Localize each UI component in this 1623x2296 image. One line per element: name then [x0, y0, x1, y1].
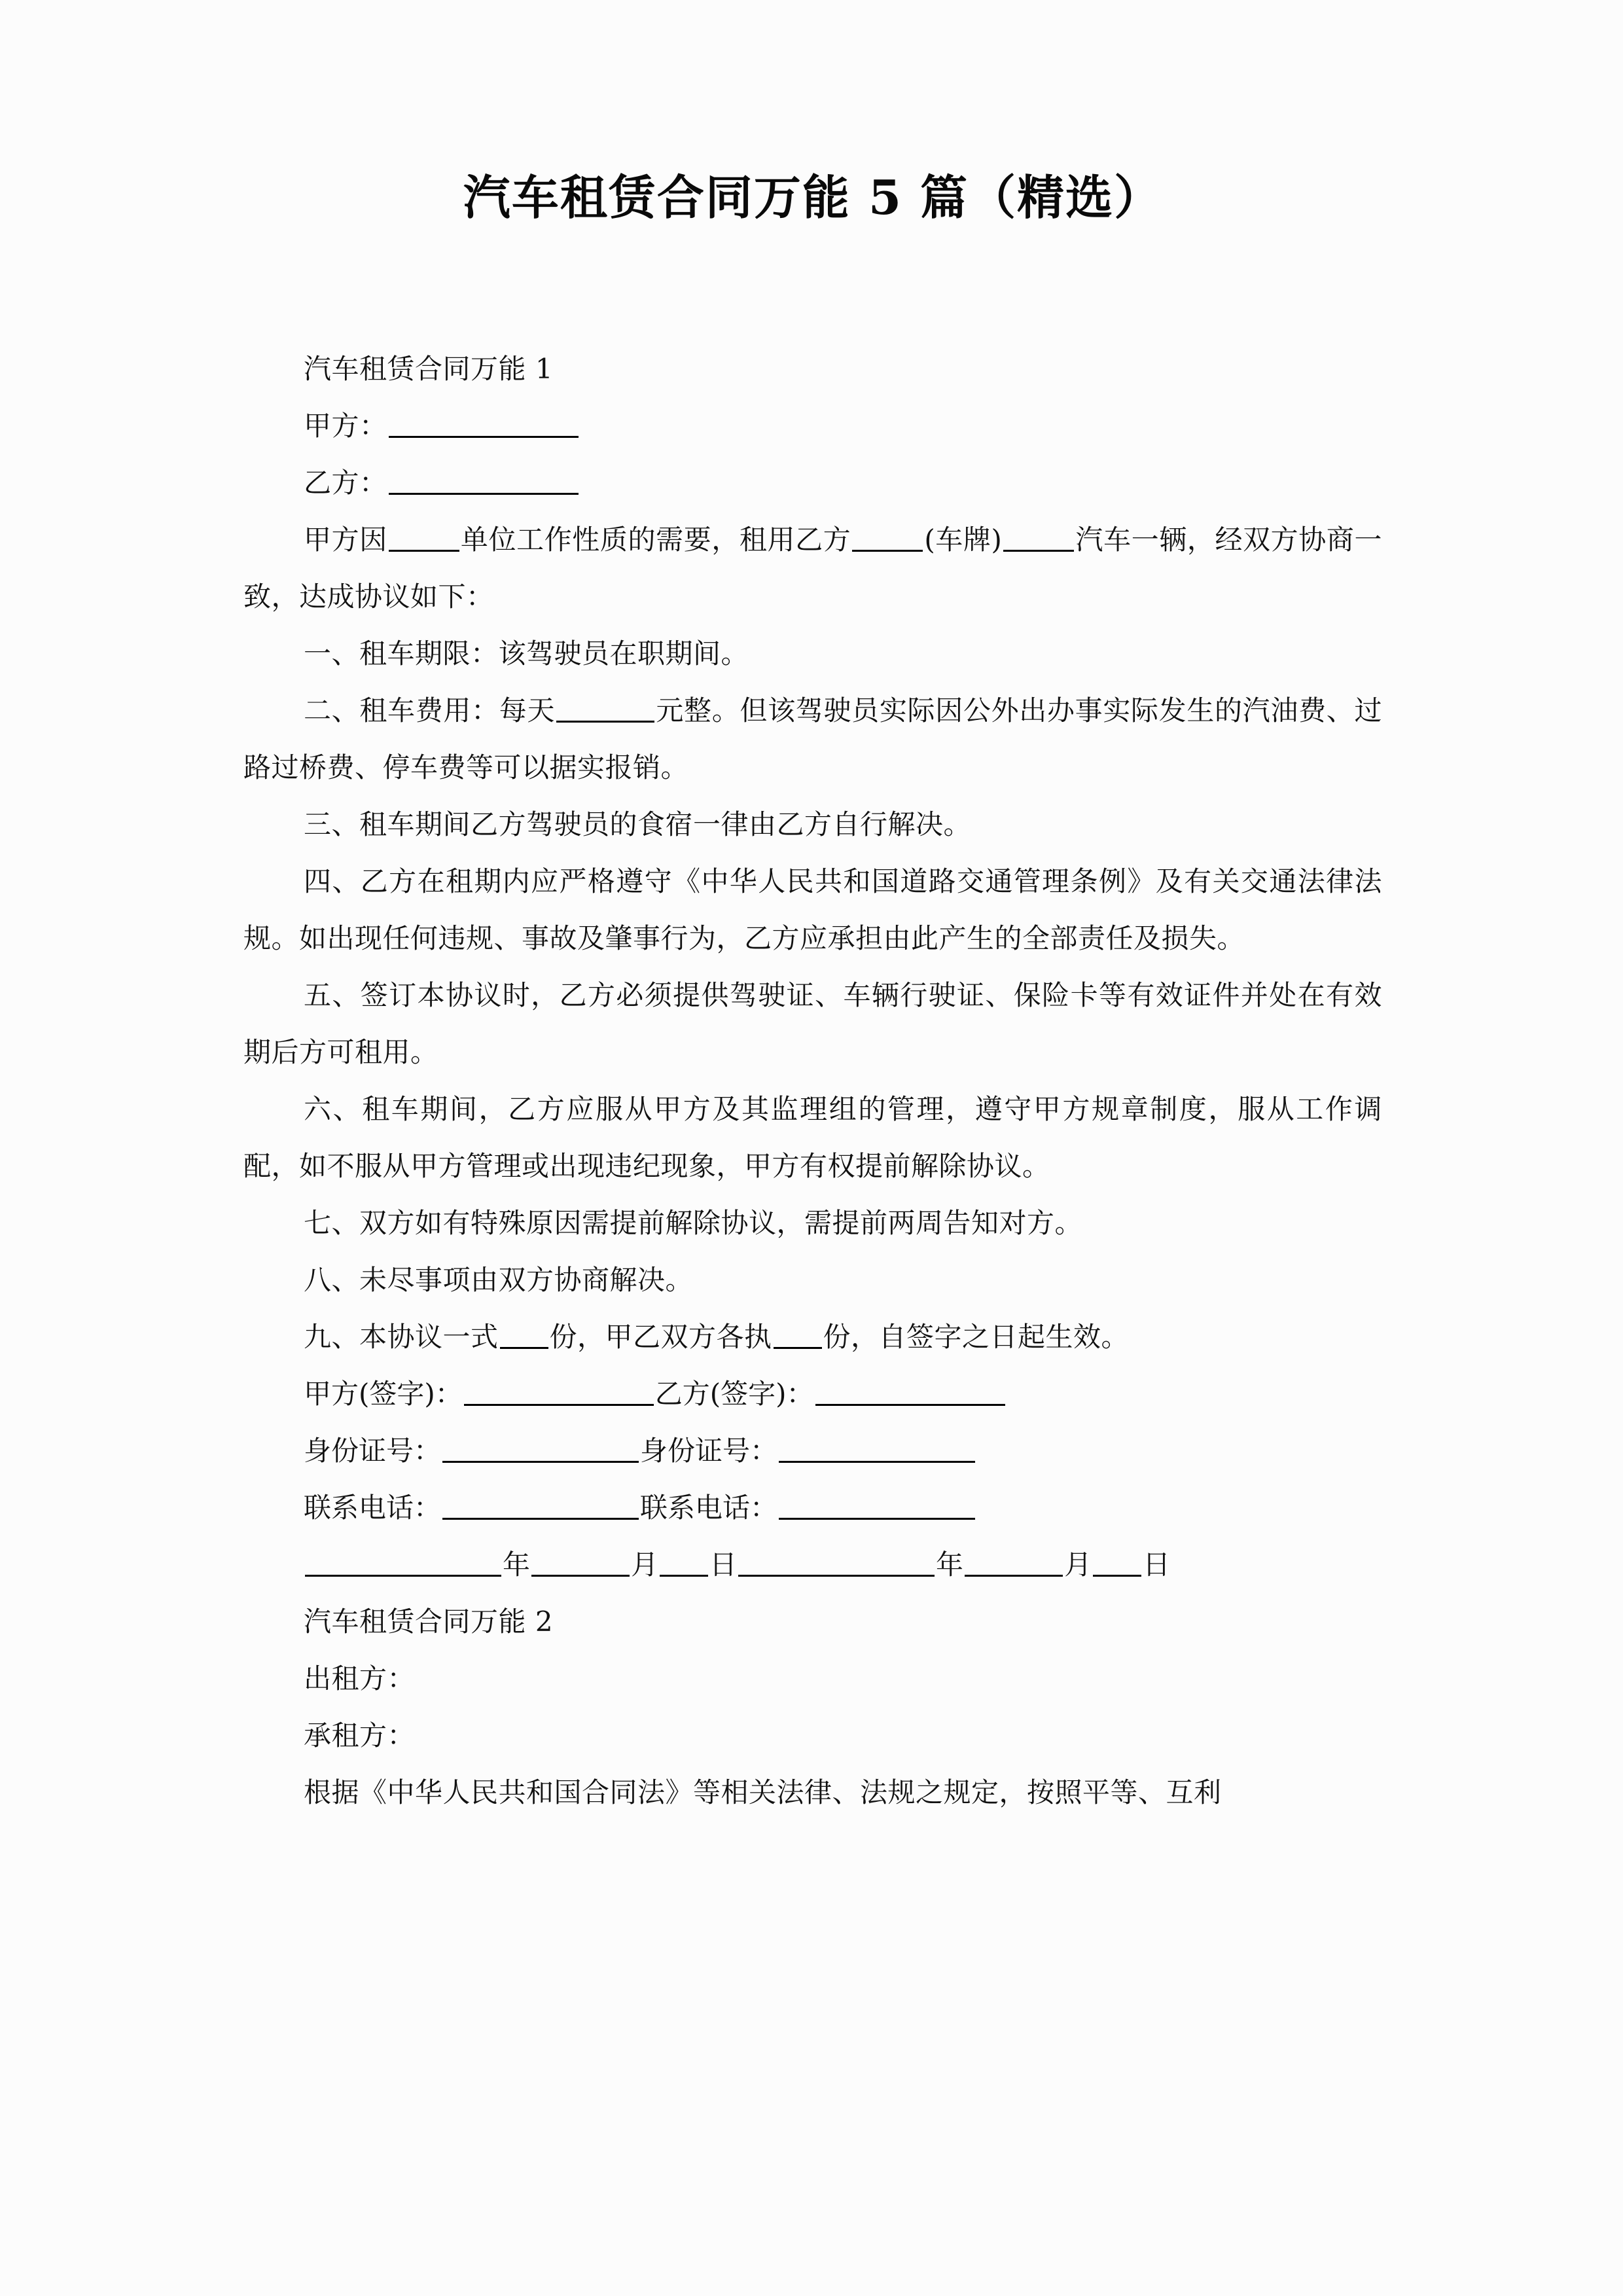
party-a-line [243, 397, 1382, 454]
clause-6: 六、租车期间，乙方应服从甲方及其监理组的管理，遵守甲方规章制度，服从工作调配，如不服从甲方管理或出现违纪现象，甲方有权提前解除协议。 [243, 1093, 1382, 1182]
tel-b-blank[interactable] [779, 1496, 975, 1520]
date-a-day-blank[interactable] [660, 1552, 708, 1577]
id-b-blank[interactable] [779, 1439, 975, 1463]
clause-9-part-c: 份，自签字之日起生效。 [823, 1321, 1130, 1353]
document-body [243, 340, 1382, 1821]
section-2-heading: 汽车租赁合同万能 2 [304, 1605, 554, 1638]
date-b-month-label: 月 [1064, 1549, 1092, 1581]
party-b-label: 乙方： [304, 467, 387, 499]
intro-part-4: 汽车一辆，经双方协商一致，达成协议如下： [243, 524, 1382, 613]
date-b-month-blank[interactable] [965, 1552, 1063, 1577]
date-a-year-label: 年 [503, 1549, 531, 1581]
intro-part-3: (车牌) [924, 524, 1003, 556]
intro-blank-1[interactable] [389, 528, 459, 552]
clause-9 [243, 1308, 1382, 1365]
date-row [243, 1536, 1382, 1593]
sign-b-label: 乙方(签字)： [654, 1378, 814, 1410]
party-b-blank[interactable] [389, 471, 579, 495]
lessee-line: 承租方： [304, 1719, 416, 1751]
clause-4: 四、乙方在租期内应严格遵守《中华人民共和国道路交通管理条例》及有关交通法律法规。如出现任何违规、事故及肇事行为，乙方应承担由此产生的全部责任及损失。 [243, 865, 1382, 954]
party-a-blank[interactable] [389, 414, 579, 438]
party-b-line [243, 454, 1382, 511]
date-a-day-label: 日 [709, 1549, 738, 1581]
tel-b-label: 联系电话： [640, 1492, 778, 1524]
intro-blank-3[interactable] [1003, 528, 1074, 552]
party-a-label: 甲方： [304, 410, 387, 442]
clause-3: 三、租车期间乙方驾驶员的食宿一律由乙方自行解决。 [304, 808, 972, 840]
tel-a-blank[interactable] [442, 1496, 639, 1520]
clause-8: 八、未尽事项由双方协商解决。 [304, 1264, 694, 1296]
intro-blank-2[interactable] [852, 528, 923, 552]
clause-9-blank-2[interactable] [774, 1325, 822, 1349]
date-b-year-blank[interactable] [738, 1552, 935, 1577]
intro-part-2: 单位工作性质的需要，租用乙方 [460, 524, 851, 556]
page-title: 汽车租赁合同万能 5 篇（精选） [463, 170, 1163, 225]
legal-basis-line: 根据《中华人民共和国合同法》等相关法律、法规之规定，按照平等、互利 [304, 1776, 1222, 1808]
intro-paragraph [243, 511, 1382, 625]
id-a-blank[interactable] [442, 1439, 639, 1463]
clause-2-part-b: 元整。但该驾驶员实际因公外出办事实际发生的汽油费、过路过桥费、停车费等可以据实报销。 [243, 694, 1382, 783]
id-b-label: 身份证号： [640, 1435, 778, 1467]
tel-row [243, 1479, 1382, 1536]
clause-7: 七、双方如有特殊原因需提前解除协议，需提前两周告知对方。 [304, 1207, 1083, 1239]
clause-9-part-b: 份，甲乙双方各执 [549, 1321, 772, 1353]
tel-a-label: 联系电话： [304, 1492, 442, 1524]
lessor-line: 出租方： [304, 1662, 416, 1695]
date-a-month-blank[interactable] [531, 1552, 630, 1577]
intro-part-1: 甲方因 [304, 524, 387, 556]
sign-a-blank[interactable] [464, 1382, 654, 1406]
clause-1: 一、租车期限：该驾驶员在职期间。 [304, 637, 749, 670]
clause-5: 五、签订本协议时，乙方必须提供驾驶证、车辆行驶证、保险卡等有效证件并处在有效期后方可租用。 [243, 979, 1382, 1068]
date-b-day-blank[interactable] [1093, 1552, 1141, 1577]
date-b-year-label: 年 [936, 1549, 964, 1581]
section-1-heading: 汽车租赁合同万能 1 [304, 353, 554, 385]
clause-9-part-a: 九、本协议一式 [304, 1321, 499, 1353]
id-row [243, 1422, 1382, 1479]
clause-2-blank[interactable] [556, 698, 654, 723]
date-a-month-label: 月 [631, 1549, 659, 1581]
sign-b-blank[interactable] [815, 1382, 1005, 1406]
clause-2 [243, 682, 1382, 796]
sign-a-label: 甲方(签字)： [304, 1378, 463, 1410]
date-b-day-label: 日 [1143, 1549, 1171, 1581]
clause-9-blank-1[interactable] [500, 1325, 548, 1349]
signature-row [243, 1365, 1382, 1422]
clause-2-part-a: 二、租车费用：每天 [304, 694, 556, 726]
date-a-year-blank[interactable] [305, 1552, 501, 1577]
id-a-label: 身份证号： [304, 1435, 442, 1467]
